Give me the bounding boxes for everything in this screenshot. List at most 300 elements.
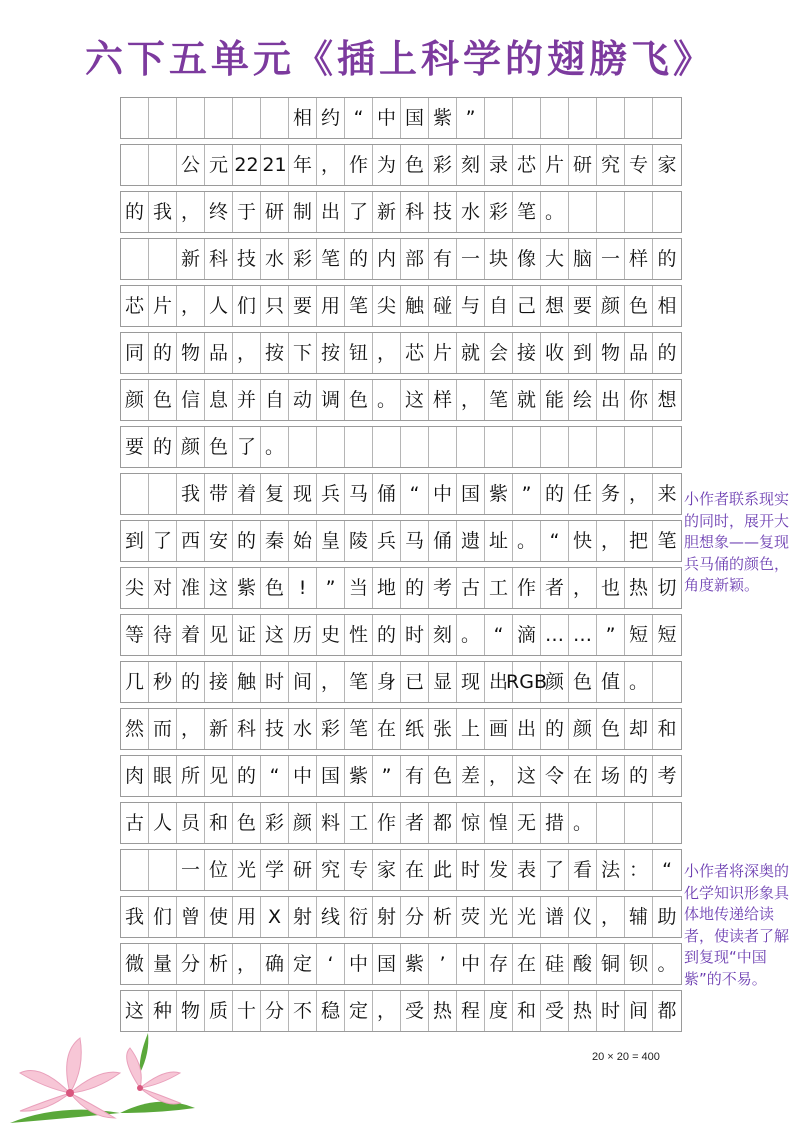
grid-cell: 量 [149,944,177,984]
grid-cell: 人 [205,286,233,326]
grid-cell: 为 [373,145,401,185]
grid-cell [569,427,597,467]
grid-cell [625,427,653,467]
grid-cell: 几 [121,662,149,702]
grid-cell: 分 [177,944,205,984]
grid-cell: 出 [513,709,541,749]
grid-cell: ” [317,568,345,608]
grid-cell: 芯 [121,286,149,326]
grid-cell: 元 [205,145,233,185]
grid-cell: 笔 [345,709,373,749]
grid-cell [261,98,289,138]
grid-cell: 颜 [289,803,317,843]
grid-cell: ， [177,286,205,326]
grid-cell: 脑 [569,239,597,279]
grid-cell [457,427,485,467]
grid-cell: 色 [233,803,261,843]
grid-cell: 色 [205,427,233,467]
grid-cell: 这 [121,991,149,1031]
grid-cell: 中 [345,944,373,984]
grid-cell: 色 [261,568,289,608]
grid-cell: 也 [597,568,625,608]
grid-cell: 芯 [401,333,429,373]
grid-cell: ， [625,474,653,514]
grid-cell: 受 [401,991,429,1031]
grid-cell: 这 [261,615,289,655]
grid-cell: 地 [373,568,401,608]
grid-cell: “ [662,858,672,881]
grid-cell [653,98,681,138]
grid-cell [345,427,373,467]
grid-cell: 定 [345,991,373,1031]
grid-size-note: 20 × 20 = 400 [592,1051,660,1063]
grid-cell: 在 [513,944,541,984]
grid-cell: 衍 [345,897,373,937]
grid-cell: 颜 [177,427,205,467]
manuscript-grid-paper [120,97,682,1037]
grid-cell: 有 [429,239,457,279]
grid-cell: 皇 [317,521,345,561]
grid-cell: 这 [513,756,541,796]
grid-cell: 微 [121,944,149,984]
grid-cell: 彩 [289,239,317,279]
grid-cell: 对 [149,568,177,608]
grid-cell: 究 [317,850,345,890]
grid-cell: 刻 [457,145,485,185]
grid-cell: 法 [597,850,625,890]
grid-cell: 国 [317,756,345,796]
grid-cell: 谱 [541,897,569,937]
grid-cell: 硅 [541,944,569,984]
grid-cell: 色 [149,380,177,420]
grid-cell: 射 [373,897,401,937]
grid-cell: RGB [513,662,541,702]
grid-cell [149,850,177,890]
grid-cell: 眼 [149,756,177,796]
grid-cell: 收 [541,333,569,373]
grid-cell: 受 [541,991,569,1031]
grid-cell: 析 [429,897,457,937]
grid-cell [513,427,541,467]
grid-cell: 铜 [597,944,625,984]
grid-row [120,802,682,844]
grid-cell: 见 [205,615,233,655]
grid-cell: 下 [289,333,317,373]
grid-cell: 准 [177,568,205,608]
grid-cell [149,239,177,279]
grid-cell: 场 [597,756,625,796]
grid-cell [373,427,401,467]
grid-cell: 俑 [373,474,401,514]
grid-cell: 到 [121,521,149,561]
grid-cell: 度 [485,991,513,1031]
grid-cell: 线 [317,897,345,937]
grid-cell: 有 [401,756,429,796]
grid-cell: 一 [457,239,485,279]
grid-cell: 显 [429,662,457,702]
grid-cell: 究 [597,145,625,185]
grid-cell: 然 [121,709,149,749]
grid-cell: 滴 [513,615,541,655]
grid-cell: 切 [657,576,677,599]
grid-cell: 种 [149,991,177,1031]
grid-cell: 质 [205,991,233,1031]
grid-cell: 历 [289,615,317,655]
grid-cell [121,239,149,279]
grid-cell: ， [177,709,205,749]
grid-cell: 想 [657,388,677,411]
grid-cell [625,192,653,232]
lily-flower-decoration [0,1013,205,1133]
grid-cell: 上 [457,709,485,749]
grid-cell: 带 [205,474,233,514]
grid-cell: 了 [541,850,569,890]
grid-cell: 技 [261,709,289,749]
grid-cell: 间 [289,662,317,702]
grid-cell [541,98,569,138]
grid-cell: 用 [233,897,261,937]
grid-cell: 品 [205,333,233,373]
grid-cell: 学 [261,850,289,890]
grid-cell [177,98,205,138]
grid-cell: 国 [457,474,485,514]
grid-cell: 分 [401,897,429,937]
grid-cell: 到 [569,333,597,373]
grid-row [120,755,682,797]
grid-cell: 笔 [485,380,513,420]
grid-cell: ” [373,756,401,796]
grid-cell: 所 [177,756,205,796]
grid-cell: 和 [657,717,677,740]
grid-cell: 发 [485,850,513,890]
grid-cell: 年 [289,145,317,185]
grid-cell: 惊 [457,803,485,843]
grid-cell: 彩 [429,145,457,185]
grid-row [120,332,682,374]
grid-cell: 快 [569,521,597,561]
grid-cell [653,192,681,232]
grid-cell [653,662,681,702]
grid-cell: 笔 [345,286,373,326]
grid-row [120,708,682,750]
grid-cell: 始 [289,521,317,561]
grid-cell: 色 [625,286,653,326]
grid-cell: 复 [261,474,289,514]
grid-cell: 着 [177,615,205,655]
grid-cell [149,474,177,514]
grid-cell: 用 [317,286,345,326]
grid-cell: ， [317,145,345,185]
grid-cell: 工 [345,803,373,843]
grid-cell: 工 [485,568,513,608]
grid-cell: 触 [233,662,261,702]
grid-cell: 尖 [121,568,149,608]
grid-cell: 人 [149,803,177,843]
grid-cell: 。 [569,803,597,843]
grid-cell: 古 [121,803,149,843]
grid-cell: 现 [289,474,317,514]
grid-cell: 专 [345,850,373,890]
grid-cell: 笔 [513,192,541,232]
grid-cell: 刻 [429,615,457,655]
grid-cell: 芯 [513,145,541,185]
grid-cell: ， [485,756,513,796]
grid-cell: 自 [485,286,513,326]
grid-cell [205,98,233,138]
grid-cell: 出 [485,662,513,702]
grid-cell: 物 [597,333,625,373]
grid-cell: 身 [373,662,401,702]
grid-cell: 紫 [401,944,429,984]
grid-cell: 己 [513,286,541,326]
grid-cell: 就 [457,333,485,373]
grid-cell: 色 [569,662,597,702]
grid-cell: 张 [429,709,457,749]
grid-cell: 的 [373,615,401,655]
grid-cell: 现 [457,662,485,702]
grid-cell: 约 [317,98,345,138]
grid-cell [485,427,513,467]
grid-cell: 任 [569,474,597,514]
grid-cell: 公 [177,145,205,185]
grid-cell: 时 [457,850,485,890]
grid-cell: 。 [261,427,289,467]
grid-cell: 科 [233,709,261,749]
grid-cell [121,98,149,138]
grid-cell: 稳 [317,991,345,1031]
grid-cell: 者 [541,568,569,608]
grid-row [120,379,682,421]
grid-cell: 分 [261,991,289,1031]
grid-cell: 画 [485,709,513,749]
grid-row [120,520,682,562]
grid-cell: ， [317,662,345,702]
grid-cell: 只 [261,286,289,326]
grid-cell: 彩 [261,803,289,843]
grid-cell: 的 [149,333,177,373]
grid-row [120,567,682,609]
grid-cell: 要 [121,427,149,467]
grid-cell: 触 [401,286,429,326]
grid-cell: 酸 [569,944,597,984]
grid-cell: 看 [569,850,597,890]
grid-cell: ! [289,568,317,608]
grid-cell: 的 [657,247,677,270]
grid-cell: 遗 [457,521,485,561]
grid-cell: 我 [177,474,205,514]
grid-cell: 块 [485,239,513,279]
grid-row [120,285,682,327]
grid-cell: 。 [373,380,401,420]
grid-cell: 。 [513,521,541,561]
grid-cell [597,427,625,467]
grid-cell: 令 [541,756,569,796]
grid-cell: “ [541,521,569,561]
grid-row [120,473,682,515]
grid-cell: 水 [289,709,317,749]
grid-cell: 在 [401,850,429,890]
grid-cell: 不 [289,991,317,1031]
grid-cell: 彩 [485,192,513,232]
grid-row [120,97,682,139]
grid-cell: 仪 [569,897,597,937]
grid-cell: 紫 [233,568,261,608]
grid-cell: 就 [513,380,541,420]
grid-cell: 技 [233,239,261,279]
grid-cell: … [541,615,569,655]
grid-cell: 在 [373,709,401,749]
grid-cell: 了 [233,427,261,467]
grid-cell: 会 [485,333,513,373]
grid-cell: ” [513,474,541,514]
grid-cell: 考 [657,764,677,787]
grid-cell: 家 [373,850,401,890]
grid-cell [597,98,625,138]
grid-cell: 专 [625,145,653,185]
grid-cell: ” [457,98,485,138]
grid-cell: 片 [149,286,177,326]
grid-cell: 的 [541,474,569,514]
grid-cell: 却 [625,709,653,749]
grid-cell: 的 [149,427,177,467]
grid-cell: 时 [597,991,625,1031]
grid-cell: 间 [625,991,653,1031]
grid-cell: 样 [625,239,653,279]
grid-cell: 考 [429,568,457,608]
grid-cell: 颜 [541,662,569,702]
grid-row [120,426,682,468]
grid-cell: 马 [401,521,429,561]
teacher-comment-1: 小作者联系现实的同时，展开大胆想象——复现兵马俑的颜色，角度新颖。 [684,490,790,594]
grid-cell: 21 [261,145,289,185]
grid-cell [401,427,429,467]
grid-cell: 水 [457,192,485,232]
grid-cell: 证 [233,615,261,655]
grid-cell: 绘 [569,380,597,420]
grid-cell [149,145,177,185]
grid-cell: 技 [429,192,457,232]
grid-cell [597,803,625,843]
grid-cell: ” [597,615,625,655]
grid-cell: 十 [233,991,261,1031]
grid-cell: 出 [597,380,625,420]
grid-cell: 笔 [345,662,373,702]
grid-row [120,943,682,985]
grid-cell: ， [373,991,401,1031]
grid-cell: 相 [289,98,317,138]
grid-cell [121,145,149,185]
grid-row [120,614,682,656]
grid-cell: 马 [345,474,373,514]
grid-cell: 差 [457,756,485,796]
grid-cell: 色 [597,709,625,749]
grid-cell: 出 [317,192,345,232]
grid-cell [121,474,149,514]
grid-cell: 措 [541,803,569,843]
grid-cell: 终 [205,192,233,232]
grid-cell: 研 [289,850,317,890]
grid-cell: 紫 [345,756,373,796]
grid-cell: 接 [513,333,541,373]
grid-cell: 了 [149,521,177,561]
grid-cell: 和 [205,803,233,843]
grid-cell: 家 [657,153,677,176]
grid-cell: 按 [317,333,345,373]
grid-cell: 一 [177,850,205,890]
grid-cell: 。 [541,192,569,232]
grid-cell: 值 [597,662,625,702]
grid-cell [149,98,177,138]
grid-cell: ， [597,897,625,937]
grid-cell: 国 [401,98,429,138]
grid-cell: 能 [541,380,569,420]
grid-cell: 们 [233,286,261,326]
grid-cell: 中 [457,944,485,984]
grid-cell [597,192,625,232]
grid-row [120,661,682,703]
grid-cell: 新 [373,192,401,232]
grid-cell: 信 [177,380,205,420]
grid-cell: ， [597,521,625,561]
grid-cell: 钮 [345,333,373,373]
grid-cell: 在 [569,756,597,796]
grid-cell: 接 [205,662,233,702]
grid-cell: 的 [401,568,429,608]
grid-cell: 科 [205,239,233,279]
grid-cell: ‘ [317,944,345,984]
grid-cell: 研 [261,192,289,232]
grid-cell: 这 [401,380,429,420]
grid-cell: 尖 [373,286,401,326]
grid-cell: 见 [205,756,233,796]
grid-cell: 务 [597,474,625,514]
grid-cell: 来 [657,482,677,505]
grid-cell: 陵 [345,521,373,561]
grid-cell: 着 [233,474,261,514]
grid-cell: 22 [233,145,261,185]
grid-cell [569,192,597,232]
grid-cell: … [569,615,597,655]
grid-cell: 古 [457,568,485,608]
grid-cell: 此 [429,850,457,890]
grid-cell: 自 [261,380,289,420]
grid-cell: “ [401,474,429,514]
grid-cell: 辅 [625,897,653,937]
grid-cell: 位 [205,850,233,890]
grid-cell: 调 [317,380,345,420]
grid-cell: 笔 [317,239,345,279]
grid-cell: 都 [429,803,457,843]
grid-cell: ’ [429,944,457,984]
grid-cell: 研 [569,145,597,185]
grid-cell [625,803,653,843]
grid-cell: 。 [457,615,485,655]
grid-cell: 表 [513,850,541,890]
grid-cell: 录 [485,145,513,185]
grid-cell: 你 [625,380,653,420]
grid-cell: 光 [485,897,513,937]
grid-cell: 程 [457,991,485,1031]
grid-cell: 要 [289,286,317,326]
grid-cell [653,803,681,843]
grid-cell: 的 [625,756,653,796]
grid-cell: 把 [625,521,653,561]
grid-cell: 笔 [657,529,677,552]
grid-cell [541,427,569,467]
grid-cell: ， [177,192,205,232]
grid-cell: 彩 [317,709,345,749]
grid-cell: 息 [205,380,233,420]
